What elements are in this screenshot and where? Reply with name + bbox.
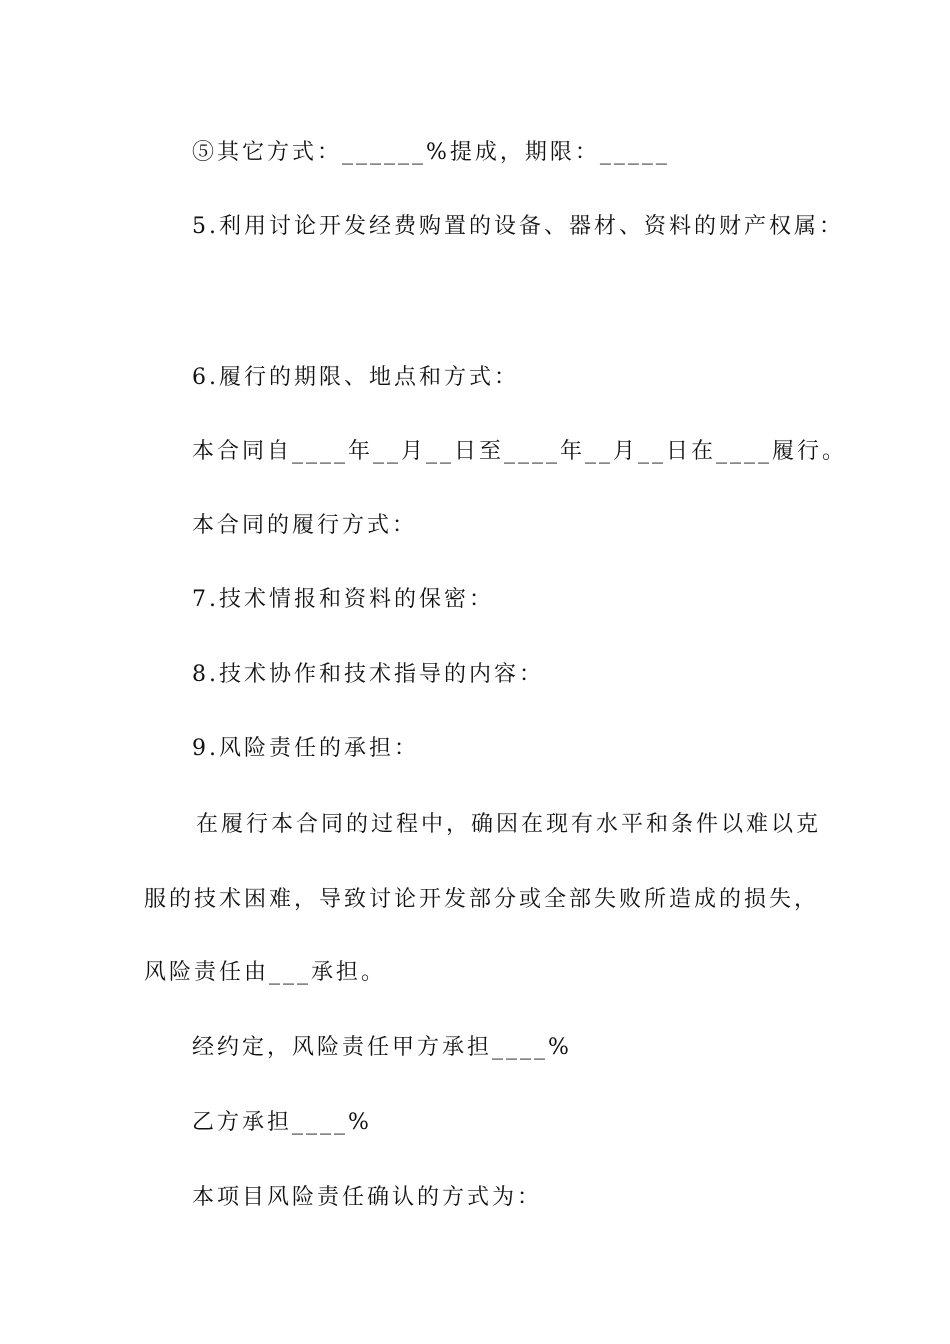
section-6-heading: 6.履行的期限、地点和方式： [192, 365, 519, 390]
risk-paragraph-line-3: 风险责任由___承担。 [144, 960, 387, 985]
section-9-heading: 9.风险责任的承担： [192, 736, 419, 761]
contract-period-line: 本合同自____年__月__日至____年__月__日在____履行。 [192, 439, 848, 464]
risk-confirmation-line: 本项目风险责任确认的方式为： [192, 1185, 543, 1210]
risk-paragraph-line-1: 在履行本合同的过程中，确因在现有水平和条件以难以克 [196, 812, 822, 837]
performance-method-line: 本合同的履行方式： [192, 513, 418, 538]
risk-paragraph-line-2: 服的技术困难，导致讨论开发部分或全部失败所造成的损失， [144, 887, 820, 912]
party-a-risk-line: 经约定，风险责任甲方承担____% [192, 1035, 572, 1060]
section-7-heading: 7.技术情报和资料的保密： [192, 587, 494, 612]
section-8-heading: 8.技术协作和技术指导的内容： [192, 662, 544, 687]
section-5-heading: 5.利用讨论开发经费购置的设备、器材、资料的财产权属： [192, 214, 844, 239]
party-b-risk-line: 乙方承担____% [192, 1110, 372, 1135]
other-method-line: ⑤其它方式：______%提成，期限：_____ [192, 140, 670, 165]
